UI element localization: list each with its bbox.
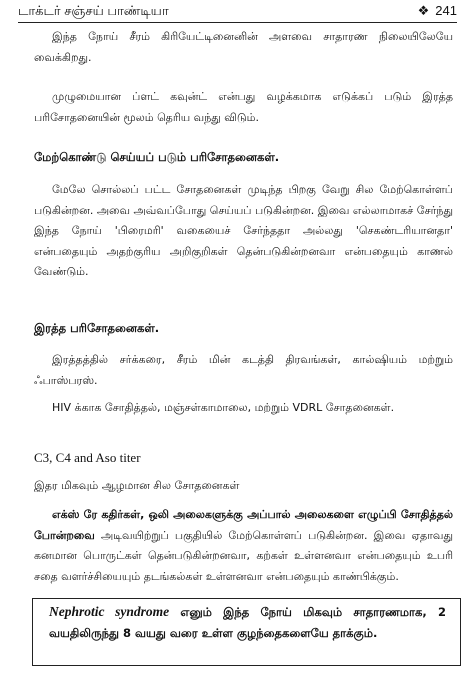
header-rule xyxy=(18,22,457,23)
page-number-area xyxy=(418,3,457,19)
highlight-box-body: எனும் இந்த நோய் மிகவும் சாதாரணமாக, 2 வயதிலிருந்து 8 வயது வரை உள்ள குழந்தைகளையே தாக்கும். xyxy=(49,605,447,640)
paragraph-8-rest: அடிவயிற்றுப் பகுதியில் மேற்கொள்ளப் படுகின்றன. இவை ஏதாவது கனமான பொருட்கள் தென்படுகின்றனவா, கற்கள் உள்ளனவா என்பதையும் உபரி சதை வளர்ச்சியையும் தடங்கல்கள் உள்ளனவா என்பதையும் காண்பிக்கும். xyxy=(34,528,453,583)
page-number: 241 xyxy=(435,3,457,18)
paragraph-3: மேலே சொல்லப் பட்ட சோதனைகள் முடிந்த பிறகு வேறு சில மேற்கொள்ளப் படுகின்றன. அவை அவ்வப்போது செய்யப் படுகின்றன. இவை எல்லாமாகச் சேர்ந்து இந்த நோய் 'பிரைமரி' வகையைச் சேர்ந்ததா அல்லது 'செகண்டரியானதா' என்பதையும் அதற்குரிய அறிகுறிகள் தென்படுகின்றனவா என்பதையும் காணல் வேண்டும். xyxy=(34,183,453,278)
highlight-box xyxy=(32,598,461,666)
paragraph-8 xyxy=(34,505,453,587)
paragraph-2: முழுமையான ப்ளட் கவுன்ட் என்பது வழக்கமாக எடுக்கப் படும் இரத்த பரிசோதனையின் மூலம் தெரிய வந்து விடும். xyxy=(34,90,453,124)
paragraph-6: C3, C4 and Aso titer xyxy=(34,450,141,465)
page-header xyxy=(18,3,457,21)
paragraph-4: இரத்தத்தில் சர்க்கரை, சீரம் மின் கடத்தி திரவங்கள், கால்ஷியம் மற்றும் ஃபாஸ்பரஸ். xyxy=(34,353,453,387)
section-heading-blood-tests: இரத்த பரிசோதனைகள். xyxy=(34,321,160,335)
highlight-box-text xyxy=(49,601,446,644)
running-title: டாக்டர் சஞ்சய் பாண்டியா xyxy=(18,3,169,18)
paragraph-7: இதர மிகவும் ஆழமான சில சோதனைகள் xyxy=(34,479,240,492)
paragraph-8-bold: எக்ஸ் ரே கதிர்கள், ஒலி அலைகளுக்கு அப்பால் அலைகளை எழுப்பி சோதித்தல் போன்றவை xyxy=(34,508,453,542)
section-heading-further-tests: மேற்கொண்டு செய்யப் படும் பரிசோதனைகள். xyxy=(34,150,280,164)
paragraph-5: HIV க்காக சோதித்தல், மஞ்சள்காமாலை, மற்றும் VDRL சோதனைகள். xyxy=(52,401,395,414)
diamond-ornament-icon: ❖ xyxy=(417,3,430,18)
paragraph-1: இந்த நோய் சீரம் கிரியேட்டினைனின் அளவை சாதாரண நிலையிலேயே வைக்கிறது. xyxy=(34,30,453,64)
highlight-italic-term: Nephrotic syndrome xyxy=(49,604,170,619)
